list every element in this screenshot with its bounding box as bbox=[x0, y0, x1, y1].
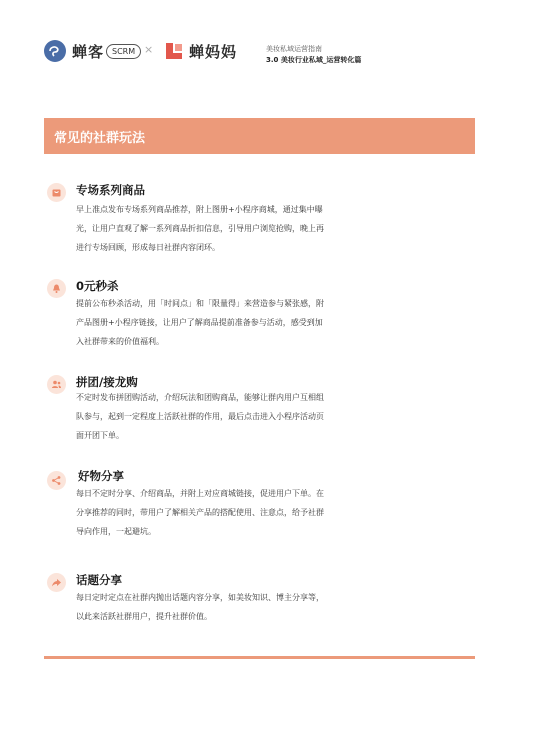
times-symbol: × bbox=[144, 43, 154, 56]
item-title: 话题分享 bbox=[76, 573, 122, 587]
document-header bbox=[0, 0, 536, 100]
chanmama-logo-icon bbox=[163, 40, 185, 62]
shopping-bag-icon bbox=[47, 183, 66, 202]
scrm-badge: SCRM bbox=[106, 44, 141, 59]
item-body: 每日定时定点在社群内抛出话题内容分享，如美妆知识、博主分享等， 以此来活跃社群用户，提升社群价值。 bbox=[76, 593, 324, 621]
bottom-divider bbox=[44, 656, 475, 659]
share-icon bbox=[47, 471, 66, 490]
doc-title: 美妆私域运营指南 bbox=[266, 45, 322, 53]
item-body: 提前公布秒杀活动，用「时间点」和「限量得」来营造参与紧张感，附 产品图册+小程序链接，让用户了解商品提前准备参与活动，感受到加 入社群带来的价值福利。 bbox=[76, 299, 324, 346]
bell-icon bbox=[47, 279, 66, 298]
section-banner bbox=[44, 118, 475, 154]
section-title: 常见的社群玩法 bbox=[54, 131, 146, 146]
forward-arrow-icon bbox=[47, 573, 66, 592]
group-user-icon bbox=[47, 375, 66, 394]
item-title: 好物分享 bbox=[78, 469, 124, 483]
item-body: 每日不定时分享、介绍商品，并附上对应商城链接，促进用户下单。在 分享推荐的同时，带用户了解相关产品的搭配使用、注意点，给予社群 导向作用，一起避坑。 bbox=[76, 489, 324, 536]
chanke-logo-icon bbox=[44, 40, 66, 62]
item-body: 不定时发布拼团购活动，介绍玩法和团购商品，能够让群内用户互相组 队参与，起到一定程度上活跃社群的作用，最后点击进入小程序活动页 面开团下单。 bbox=[76, 393, 324, 440]
doc-subtitle: 3.0 美妆行业私域_运营转化篇 bbox=[266, 56, 362, 64]
brand-chanke: 蝉客 bbox=[72, 43, 105, 61]
item-title: 拼团/接龙购 bbox=[76, 375, 138, 389]
item-title: 专场系列商品 bbox=[76, 183, 145, 197]
brand-chanmama: 蝉妈妈 bbox=[189, 43, 238, 61]
item-body: 早上准点发布专场系列商品推荐，附上图册+小程序商城，通过集中曝 光，让用户直观了解一系列商品折扣信息，引导用户浏览抢购，晚上再 进行专场回顾，形成每日社群内容闭环。 bbox=[76, 205, 324, 252]
item-title: 0元秒杀 bbox=[76, 279, 119, 293]
